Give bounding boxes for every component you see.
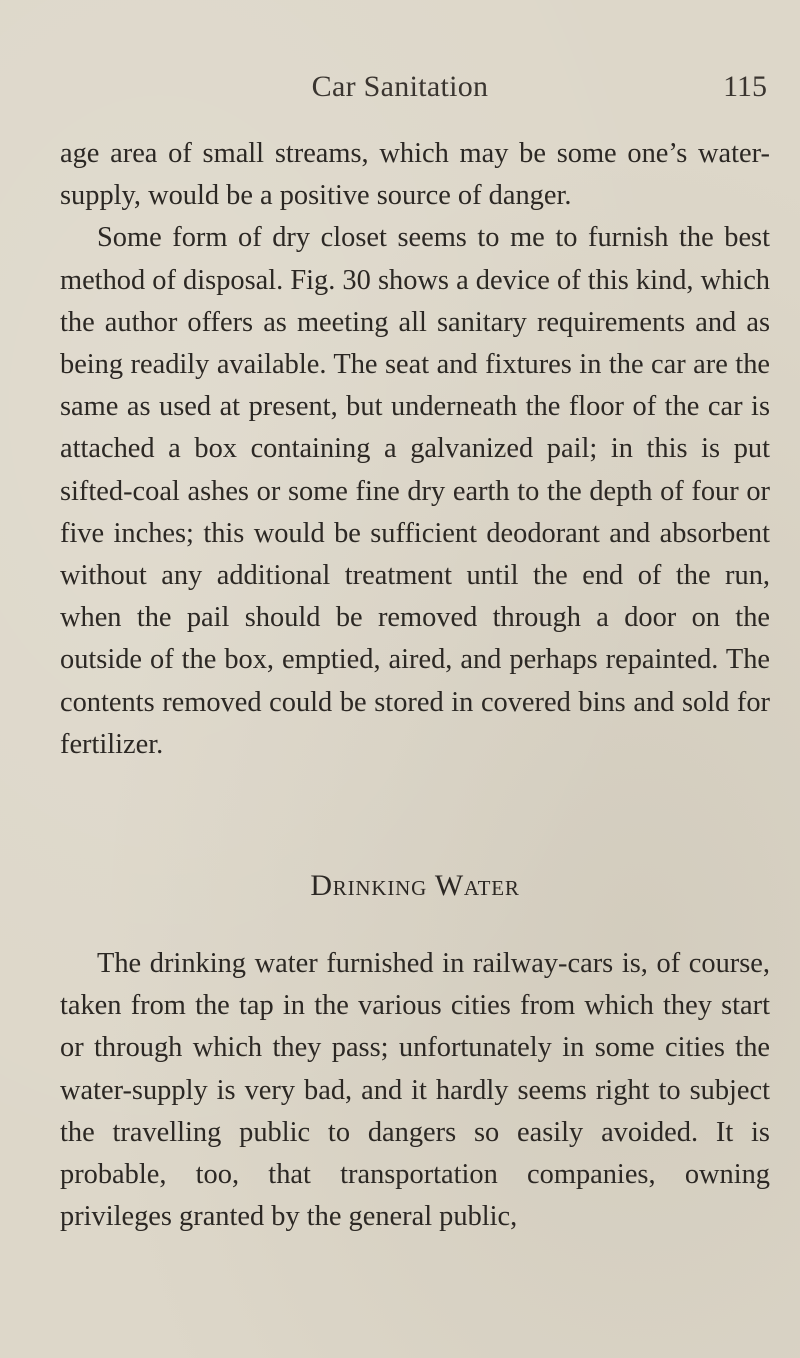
paragraph-continued: age area of small streams, which may be some one’s water-supply, would be a positive source of danger.	[60, 138, 770, 212]
paragraph-dry-closet: Some form of dry closet seems to me to furnish the best method of disposal. Fig. 30 shows a device of this kind, which the author offers as meeting all sanitary requirements and as being readily available. The seat and fixtures in the car are the same as used at present, but underneath the floor of the car is attached a box containing a galvanized pail; in this is put sifted-coal ashes or some fine dry earth to the depth of four or five inches; this would be sufficient deodorant and absorbent without any additional treatment until the end of the run, when the pail should be removed through a door on the outside of the box, emptied, aired, and perhaps repainted. The contents removed could be stored in covered bins and sold for fertilizer.	[60, 222, 770, 760]
running-title: Car Sanitation	[311, 70, 489, 103]
page-number: 115	[723, 70, 767, 103]
running-head	[0, 70, 800, 110]
section-heading: Drinking Water	[310, 869, 520, 903]
paragraph-drinking-water: The drinking water furnished in railway-cars is, of course, taken from the tap in the various cities from which they start or through which they pass; unfortunately in some cities the water-supply is very bad, and it hardly seems right to subject the travelling public to dangers so easily avoided. It is probable, too, that transportation companies, owning privileges granted by the general public,	[60, 948, 770, 1233]
body-text	[60, 133, 770, 1238]
